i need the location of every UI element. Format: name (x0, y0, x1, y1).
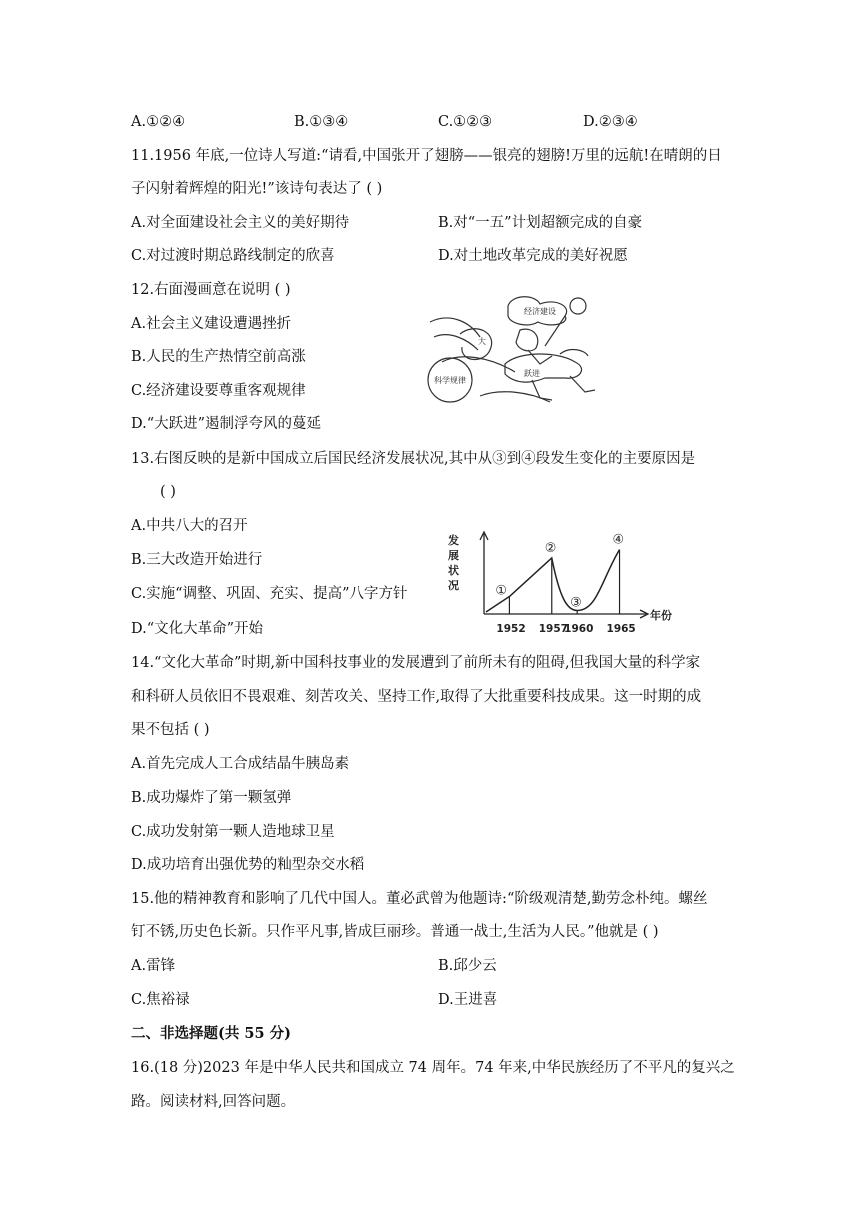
q10-option-b: B.①③④ (294, 114, 349, 130)
q16-stem-line2: 路。阅读材料,回答问题。 (131, 1094, 296, 1110)
q11-stem-line2: 子闪射着辉煌的阳光!”该诗句表达了 ( ) (131, 181, 383, 197)
point-label: ① (495, 583, 508, 599)
q14-option-c: C.成功发射第一颗人造地球卫星 (131, 824, 335, 840)
q14-option-d: D.成功培育出强优势的籼型杂交水稻 (131, 857, 365, 873)
q15-option-d: D.王进喜 (438, 992, 498, 1008)
x-tick-label: 1960 (564, 623, 594, 635)
q13-option-c: C.实施“调整、巩固、充实、提高”八字方针 (131, 586, 408, 602)
q13-stem-line1: 13.右图反映的是新中国成立后国民经济发展状况,其中从③到④段发生变化的主要原因是 (131, 451, 696, 467)
q14-option-a: A.首先完成人工合成结晶牛胰岛素 (131, 756, 350, 772)
q12-option-b: B.人民的生产热情空前高涨 (131, 349, 306, 365)
q11-option-c: C.对过渡时期总路线制定的欣喜 (131, 248, 335, 264)
q12-option-c: C.经济建设要尊重客观规律 (131, 383, 306, 399)
q15-option-b: B.邱少云 (438, 958, 497, 974)
q12-option-a: A.社会主义建设遭遇挫折 (131, 316, 292, 332)
x-axis-label: 年份 (650, 609, 672, 622)
point-label: ④ (612, 532, 625, 548)
q14-stem-line3: 果不包括 ( ) (131, 722, 210, 738)
q13-stem-line2: ( ) (160, 484, 176, 500)
q16-stem-line1: 16.(18 分)2023 年是中华人民共和国成立 74 周年。74 年来,中华民族经历了不平凡的复兴之 (131, 1060, 735, 1076)
q10-option-d: D.②③④ (583, 114, 638, 130)
q11-option-b: B.对“一五”计划超额完成的自豪 (438, 215, 643, 231)
q11-option-a: A.对全面建设社会主义的美好期待 (131, 215, 350, 231)
q12-option-d: D.“大跃进”遏制浮夸风的蔓延 (131, 416, 322, 432)
q12-stem: 12.右面漫画意在说明 ( ) (131, 282, 291, 298)
cartoon-label-rider: 大 (478, 337, 486, 346)
q12-cartoon (420, 292, 605, 412)
q14-option-b: B.成功爆炸了第一颗氢弹 (131, 790, 292, 806)
q14-stem-line1: 14.“文化大革命”时期,新中国科技事业的发展遭到了前所未有的阻碍,但我国大量的科学家 (131, 655, 701, 671)
q15-option-a: A.雷锋 (131, 958, 176, 974)
q15-option-c: C.焦裕禄 (131, 992, 190, 1008)
q14-stem-line2: 和科研人员依旧不畏艰难、刻苦攻关、坚持工作,取得了大批重要科技成果。这一时期的成 (131, 689, 702, 705)
q10-option-c: C.①②③ (438, 114, 493, 130)
section-2-title: 二、非选择题(共 55 分) (131, 1025, 291, 1042)
point-label: ② (544, 541, 557, 556)
x-tick-label: 1965 (606, 623, 636, 635)
q11-option-d: D.对土地改革完成的美好祝愿 (438, 248, 628, 264)
q11-stem-line1: 11.1956 年底,一位诗人写道:“请看,中国张开了翅膀——银亮的翅膀!万里的远航!在晴朗的日 (131, 148, 722, 164)
q13-option-d: D.“文化大革命”开始 (131, 621, 264, 637)
point-label: ③ (570, 595, 582, 611)
q13-option-b: B.三大改造开始进行 (131, 552, 263, 568)
cartoon-label-balloon: 经济建设 (524, 307, 556, 316)
q13-line-chart (440, 530, 680, 636)
q15-stem-line2: 钉不锈,历史色长新。只作平凡事,皆成巨丽珍。普通一战士,生活为人民。”他就是 ( ) (131, 924, 659, 940)
series-line (486, 550, 620, 612)
q13-option-a: A.中共八大的召开 (131, 518, 248, 534)
q10-option-a: A.①②④ (131, 114, 186, 130)
cartoon-label-frog: 跃进 (524, 369, 540, 378)
x-tick-label: 1952 (496, 623, 526, 635)
x-tick-label: 1957 (538, 623, 568, 635)
y-axis-label: 发展状况 (448, 534, 459, 592)
cartoon-label-ball: 科学规律 (434, 376, 466, 385)
q15-stem-line1: 15.他的精神教育和影响了几代中国人。董必武曾为他题诗:“阶级观清楚,勤劳念朴纯。螺丝 (131, 891, 708, 907)
